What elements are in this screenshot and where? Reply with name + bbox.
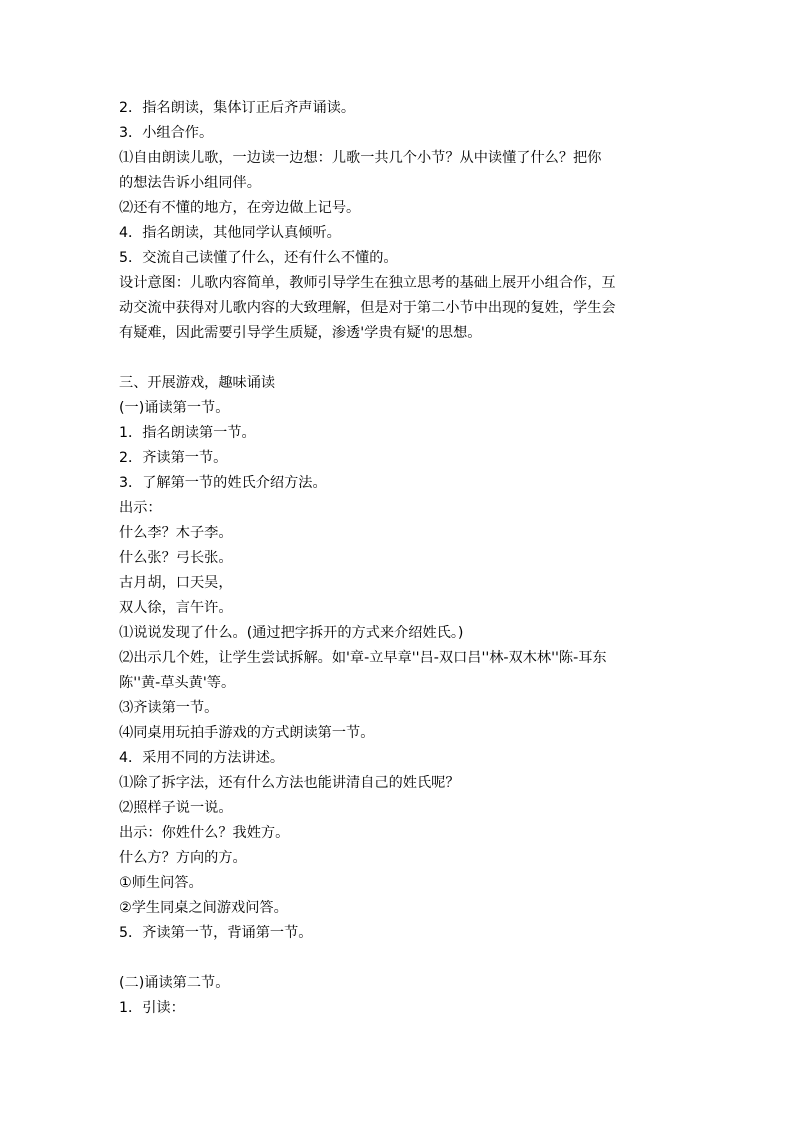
- text-line: 5．交流自己读懂了什么，还有什么不懂的。: [119, 250, 398, 266]
- text-line: 3．了解第一节的姓氏介绍方法。: [119, 475, 327, 491]
- text-line: 4．指名朗读，其他同学认真倾听。: [119, 225, 341, 241]
- design-intent-line: 动交流中获得对儿歌内容的大致理解，但是对于第二小节中出现的复姓，学生会: [119, 300, 616, 316]
- design-intent-line: 设计意图：儿歌内容简单，教师引导学生在独立思考的基础上展开小组合作，互: [119, 275, 616, 291]
- text-line: ⑴说说发现了什么。(通过把字拆开的方式来介绍姓氏。): [119, 625, 464, 641]
- text-line: 什么李？木子李。: [119, 525, 233, 541]
- text-line: 1．引读：: [119, 1000, 185, 1016]
- text-line: ⑶齐读第一节。: [119, 700, 219, 716]
- text-line: 出示：: [119, 500, 162, 516]
- text-line: 古月胡，口天吴，: [119, 575, 233, 591]
- text-line: 什么张？弓长张。: [119, 550, 233, 566]
- text-line: 出示：你姓什么？我姓方。: [119, 825, 290, 841]
- text-line: 5．齐读第一节，背诵第一节。: [119, 925, 313, 941]
- text-line: 4．采用不同的方法讲述。: [119, 750, 285, 766]
- text-line: ⑴自由朗读儿歌，一边读一边想：儿歌一共几个小节？从中读懂了什么？把你: [119, 150, 602, 166]
- text-line: ⑵出示几个姓，让学生尝试拆解。如'章-立早章''吕-双口吕''林-双木林''陈-耳东: [119, 650, 607, 666]
- design-intent-line: 有疑难，因此需要引导学生质疑，渗透'学贵有疑'的思想。: [119, 325, 482, 341]
- text-line: ①师生问答。: [119, 875, 203, 891]
- text-line: 的想法告诉小组同伴。: [119, 175, 261, 191]
- document-body: [119, 96, 679, 1021]
- blank-line: [119, 946, 679, 971]
- text-line: 1．指名朗读第一节。: [119, 425, 256, 441]
- subsection-heading: (二)诵读第二节。: [119, 975, 230, 991]
- text-line: 什么方？方向的方。: [119, 850, 247, 866]
- text-line: 3．小组合作。: [119, 125, 214, 141]
- text-line: 陈''黄-草头黄'等。: [119, 675, 236, 691]
- text-line: 2．齐读第一节。: [119, 450, 228, 466]
- text-line: ⑷同桌用玩拍手游戏的方式朗读第一节。: [119, 725, 375, 741]
- section-heading: 三、开展游戏，趣味诵读: [119, 375, 276, 391]
- blank-line: [119, 346, 679, 371]
- text-line: 2．指名朗读，集体订正后齐声诵读。: [119, 100, 356, 116]
- text-line: ②学生同桌之间游戏问答。: [119, 900, 288, 916]
- text-line: 双人徐，言午许。: [119, 600, 233, 616]
- text-line: ⑵照样子说一说。: [119, 800, 233, 816]
- text-line: ⑴除了拆字法，还有什么方法也能讲清自己的姓氏呢？: [119, 775, 460, 791]
- text-line: ⑵还有不懂的地方，在旁边做上记号。: [119, 200, 361, 216]
- subsection-heading: (一)诵读第一节。: [119, 400, 230, 416]
